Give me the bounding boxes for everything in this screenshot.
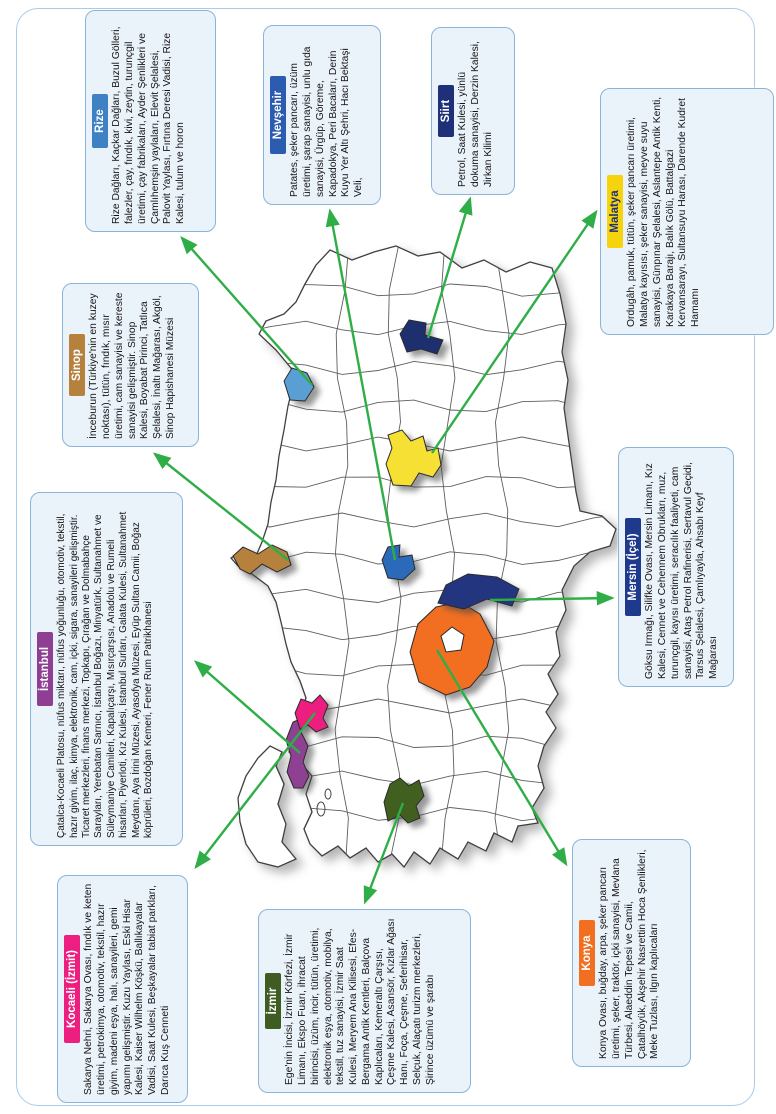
box-title-izmir: İzmir (265, 973, 281, 1030)
box-title-kocaeli: Kocaeli (İzmit) (64, 935, 80, 1043)
callout-box-konya (572, 839, 691, 1067)
box-title-konya: Konya (579, 920, 595, 985)
box-body-istanbul: Çatalca-Kocaeli Platosu, nüfus miktarı, nüfus yoğunluğu, otomotiv, tekstil, hazır giyim, ilaç, kimya, elektronik, cam, içki, sigara, sanayileri gelişmiştir. Ticaret merkezleri, finans merkezi, Topkapı, Çırağan ve Dolmabahçe Sarayları, Yerebatan Sarnıcı, İstanbul Boğazı, Minyatürk, Sultanahmet ve Süleymaniye Camileri, Kapalıçarşı, Mısırçarşısı, Anadolu ve Rumeli hisarları, Piyerloti, Kız Kulesi, İstanbul Surları, Galata Kulesi, Sultanahmet Meydanı, Aya İrini Müzesi, Ayasofya Müzesi, Eyüp Sultan Camii, Boğaz köprüleri, Bozdoğan Kemeri, Fener Rum Patrikhanesi (56, 511, 154, 838)
box-body-konya: Konya Ovası, buğday, arpa, şeker pancarı üretimi, şeker, traktör, içki sanayisi, Mevlana Türbesi, Alaeddin Tepesi ve Camii, Çatalhöyük, Akşehir Nasrettin Hoca Şenlikleri, Meke Tuzlası, Ilgın kaplıcaları (598, 849, 661, 1059)
box-body-izmir: Ege'nin İncisi, İzmir Körfezi, İzmir Limanı, Ekspo Fuarı, ihracat birincisi, üzüm, incir, tütün, üretimi, elektronik eşya, otomotiv, mobilya, tekstil, tuz sanayisi, İzmir Saat Kulesi, Meryem Ana Kilisesi, Efes-Bergama Antik Kentleri, Balçova Kaplıcaları, Kemeraltı Çarşısı, Çeşme Kalesi, Asansör, Kızlar Ağası Hanı, Foça, Çeşme, Seferihisar, Selçuk, Alaçatı turizm merkezleri, Şirince üzümü ve şarabı (284, 918, 436, 1085)
box-body-rize: Rize Dağları, Kaçkar Dağları, Buzul Gölleri, falezler, çay, fındık, kivi, zeytin, turunçgil üretimi, çay fabrikaları, Ayder Şenlikleri ve Çamlıhemşin yaylaları, Elevit Şelalesi, Palovit Yaylası, Fırtına Deresi Vadisi, Rize Kalesi, tulum ve horon (111, 26, 187, 224)
box-body-malatya: Ordugâh, pamuk, tütün, şeker pancarı üretimi, Malatya kayısısı, şeker sanayisi, meyve suyu sanayisi, Günpınar Şelalesi, Aslantepe Antik Kenti, Karakaya Barajı, Balık Gölü, Battalgazi Kervansarayı, Sultansuyu Harası, Darende Kudret Hamamı (626, 96, 702, 327)
box-body-sinop: İnceburun (Türkiye'nin en kuzey noktası), tütün, fındık, mısır üretimi, cam sanayisi ve kereste sanayisi gelişmiştir. Sinop Kalesi, Boyabat Pirinci, Tatlıca Şelalesi, İnaltı Mağarası, Akgöl, Sinop Hapishanesi Müzesi (88, 292, 176, 439)
box-title-malatya: Malatya (607, 175, 623, 247)
callout-box-nevsehir (263, 25, 381, 205)
box-title-siirt: Siirt (438, 85, 454, 137)
box-body-mersin: Göksu Irmağı, Silifke Ovası, Mersin Limanı, Kız Kalesi, Cennet ve Cehennem Obrukları, muz, turunçgil, kayısı üretimi, seracılık faaliyeti, cam sanayisi, Ataş Petrol Rafinerisi, Sertavul Geçidi, Tarsus Şelalesi, Çamlıyayla, Ahsabı Keyf Mağarası (644, 462, 720, 679)
box-title-rize: Rize (92, 94, 108, 148)
callout-box-istanbul (30, 492, 183, 846)
province-izmir (384, 778, 424, 823)
callout-box-siirt (431, 27, 515, 195)
callout-box-mersin (618, 447, 734, 687)
box-title-istanbul: İstanbul (37, 632, 53, 706)
box-body-siirt: Petrol, Saat Kulesi, yünlü dokuma sanayisi, Derzin Kalesi, Jirkan Kilimi (457, 41, 494, 187)
callout-box-kocaeli (57, 875, 188, 1103)
box-title-mersin: Mersin (İçel) (625, 518, 641, 615)
box-title-nevsehir: Nevşehir (270, 76, 286, 155)
box-title-sinop: Sinop (69, 334, 85, 396)
box-body-kocaeli: Sakarya Nehri, Sakarya Ovası, fındık ve keten üretimi, petrokimya, otomotiv, tekstil, hazır giyim, madeni eşya, halı, sanayileri, gemi yapımı gelişmiştir. Kuzu Yaylası, Eski Hisar Kalesi, Kaiser Wilhelm Köşkü, Ballıkayalar Vadisi, Saat Kulesi, Beşkayalar tabiat parkları, Darıca Kuş Cenneti (83, 883, 171, 1095)
marmara-island (325, 789, 331, 799)
callout-box-rize (85, 10, 216, 232)
callout-box-malatya (600, 88, 774, 335)
box-body-nevsehir: Patates, şeker pancarı, üzüm üretimi, şarap sanayisi, unlu gıda sanayisi, Ürgüp, Göreme, Kapadokya, Peri Bacaları, Derin Kuyu Yer Altı Şehri, Hacı Bektaşi Veli, (289, 46, 365, 197)
arrow-istanbul (196, 662, 300, 753)
callout-box-sinop (62, 283, 199, 447)
callout-box-izmir (258, 909, 471, 1093)
thrace-outline (238, 746, 296, 867)
